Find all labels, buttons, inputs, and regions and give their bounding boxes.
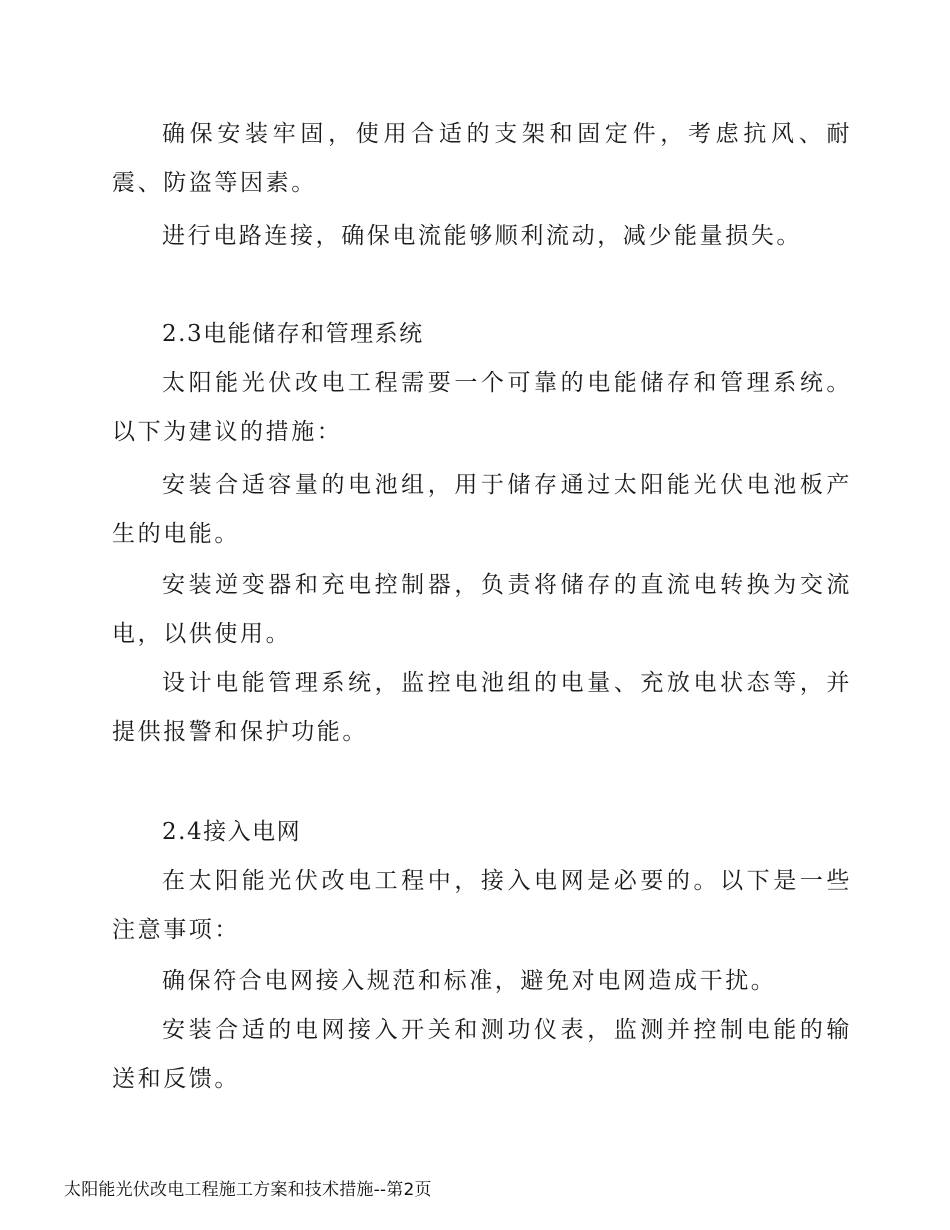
paragraph-storage-intro: 太阳能光伏改电工程需要一个可靠的电能储存和管理系统。以下为建议的措施： xyxy=(112,370,852,445)
paragraph-energy-management: 设计电能管理系统，监控电池组的电量、充放电状态等，并提供报警和保护功能。 xyxy=(112,670,852,745)
page-footer: 太阳能光伏改电工程施工方案和技术措施--第2页 xyxy=(64,1180,432,1200)
section-heading-2-4: 2.4接入电网 xyxy=(162,819,302,845)
paragraph-circuit-connection: 进行电路连接，确保电流能够顺利流动，减少能量损失。 xyxy=(162,223,802,249)
paragraph-battery-bank: 安装合适容量的电池组，用于储存通过太阳能光伏电池板产生的电能。 xyxy=(112,472,852,547)
paragraph-install-firmly: 确保安装牢固，使用合适的支架和固定件，考虑抗风、耐震、防盗等因素。 xyxy=(112,121,852,196)
paragraph-grid-intro: 在太阳能光伏改电工程中，接入电网是必要的。以下是一些注意事项： xyxy=(112,868,852,943)
paragraph-grid-switch: 安装合适的电网接入开关和测功仪表，监测并控制电能的输送和反馈。 xyxy=(112,1017,852,1092)
paragraph-inverter: 安装逆变器和充电控制器，负责将储存的直流电转换为交流电，以供使用。 xyxy=(112,572,852,647)
section-heading-2-3: 2.3电能储存和管理系统 xyxy=(162,321,424,347)
paragraph-grid-standards: 确保符合电网接入规范和标准，避免对电网造成干扰。 xyxy=(162,968,777,994)
